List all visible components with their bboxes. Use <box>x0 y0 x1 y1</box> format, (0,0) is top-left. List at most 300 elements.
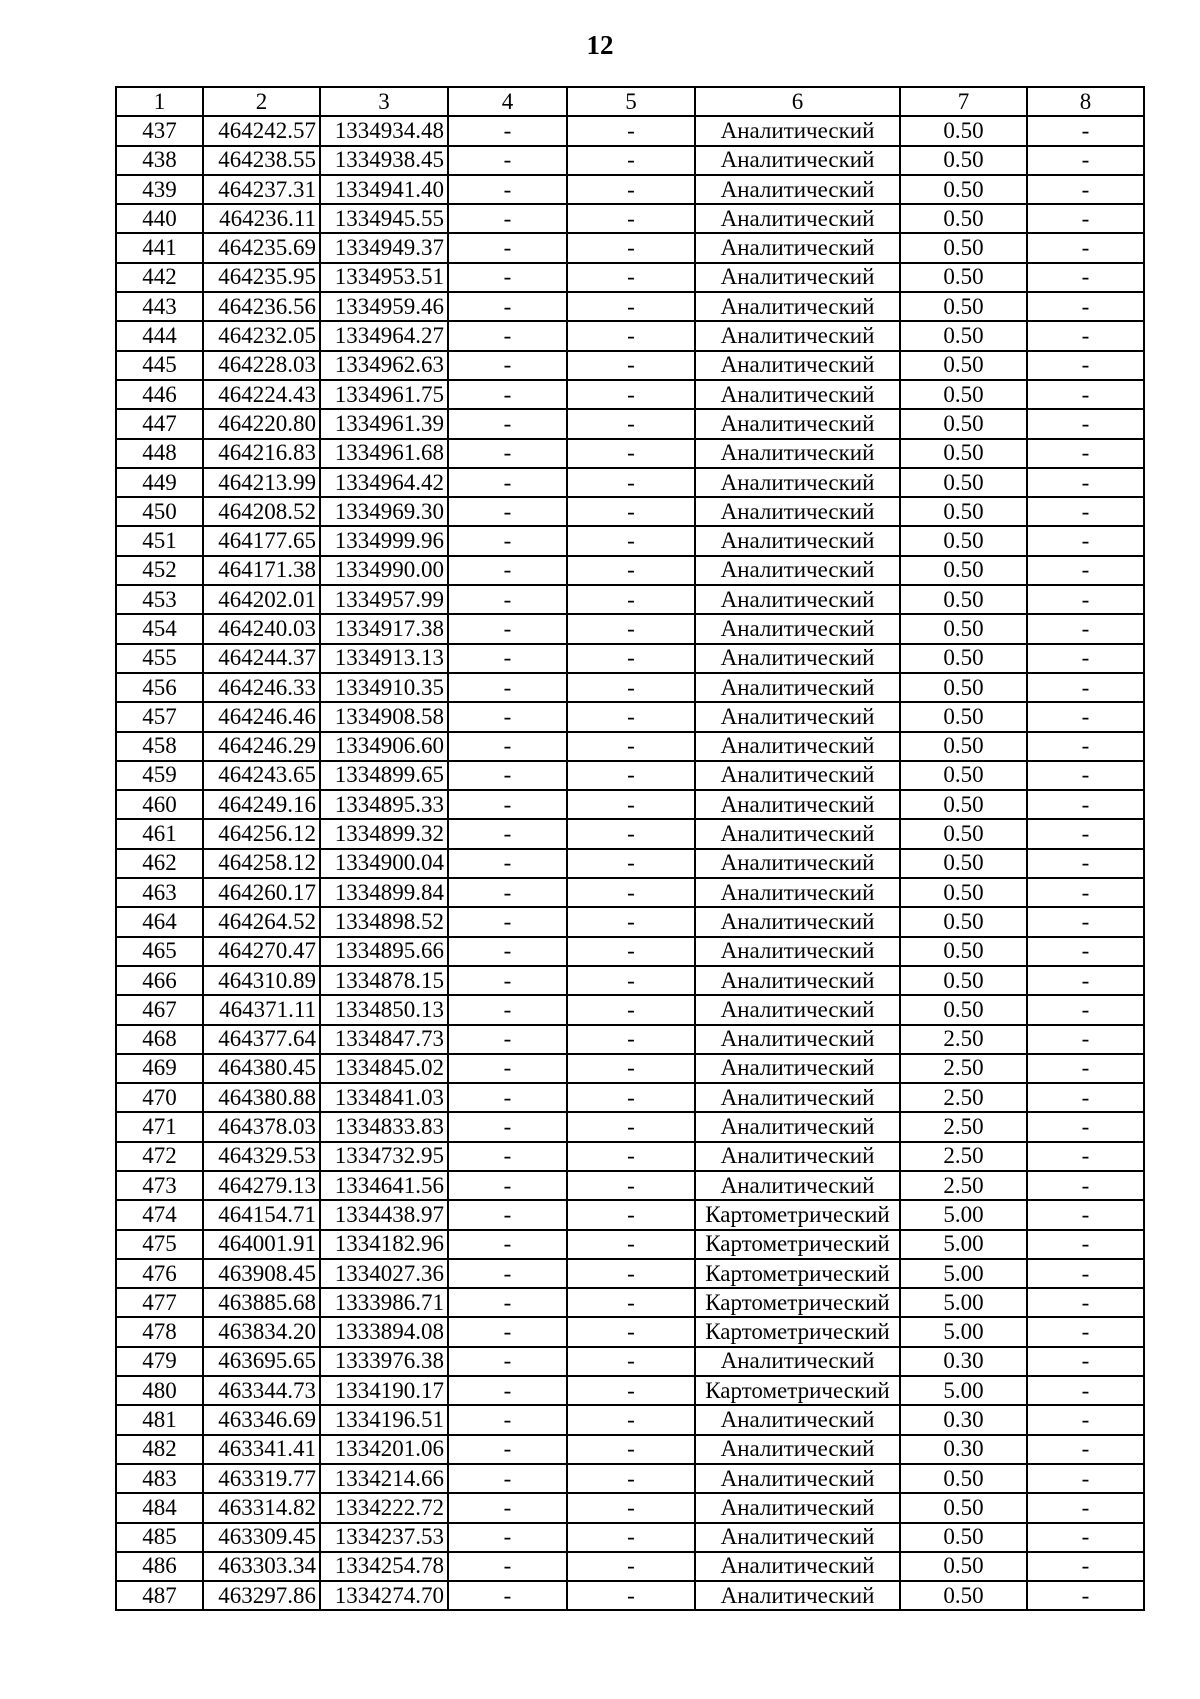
col-5-value-cell: - <box>567 1405 695 1434</box>
method-cell: Аналитический <box>695 644 900 673</box>
table-row <box>116 1464 1144 1493</box>
column-header: 4 <box>448 87 567 116</box>
accuracy-cell: 0.50 <box>900 761 1027 790</box>
method-cell: Аналитический <box>695 819 900 848</box>
col-4-value-cell: - <box>448 702 567 731</box>
y-coordinate-cell: 1334949.37 <box>320 233 448 262</box>
accuracy-cell: 0.30 <box>900 1405 1027 1434</box>
col-4-value-cell: - <box>448 1083 567 1112</box>
x-coordinate-cell: 464377.64 <box>203 1025 320 1054</box>
col-8-value-cell: - <box>1027 849 1144 878</box>
col-8-value-cell: - <box>1027 937 1144 966</box>
accuracy-cell: 0.50 <box>900 409 1027 438</box>
accuracy-cell: 0.50 <box>900 439 1027 468</box>
y-coordinate-cell: 1334899.84 <box>320 878 448 907</box>
col-4-value-cell: - <box>448 878 567 907</box>
col-5-value-cell: - <box>567 175 695 204</box>
y-coordinate-cell: 1334962.63 <box>320 351 448 380</box>
accuracy-cell: 2.50 <box>900 1171 1027 1200</box>
accuracy-cell: 0.50 <box>900 1552 1027 1581</box>
col-4-value-cell: - <box>448 1493 567 1522</box>
method-cell: Аналитический <box>695 380 900 409</box>
x-coordinate-cell: 463314.82 <box>203 1493 320 1522</box>
x-coordinate-cell: 464224.43 <box>203 380 320 409</box>
table-row <box>116 263 1144 292</box>
y-coordinate-cell: 1334969.30 <box>320 497 448 526</box>
y-coordinate-cell: 1334254.78 <box>320 1552 448 1581</box>
y-coordinate-cell: 1334908.58 <box>320 702 448 731</box>
accuracy-cell: 0.50 <box>900 849 1027 878</box>
accuracy-cell: 0.50 <box>900 1581 1027 1610</box>
method-cell: Аналитический <box>695 292 900 321</box>
method-cell: Аналитический <box>695 732 900 761</box>
col-4-value-cell: - <box>448 1171 567 1200</box>
y-coordinate-cell: 1334898.52 <box>320 907 448 936</box>
table-row <box>116 790 1144 819</box>
point-number-cell: 464 <box>116 907 203 936</box>
col-8-value-cell: - <box>1027 1317 1144 1346</box>
col-5-value-cell: - <box>567 1493 695 1522</box>
y-coordinate-cell: 1334934.48 <box>320 116 448 145</box>
table-row <box>116 1230 1144 1259</box>
accuracy-cell: 5.00 <box>900 1200 1027 1229</box>
point-number-cell: 486 <box>116 1552 203 1581</box>
point-number-cell: 476 <box>116 1259 203 1288</box>
accuracy-cell: 0.50 <box>900 526 1027 555</box>
point-number-cell: 465 <box>116 937 203 966</box>
col-8-value-cell: - <box>1027 1083 1144 1112</box>
table-row <box>116 1317 1144 1346</box>
table-row <box>116 1347 1144 1376</box>
table-row <box>116 585 1144 614</box>
accuracy-cell: 0.50 <box>900 937 1027 966</box>
accuracy-cell: 2.50 <box>900 1083 1027 1112</box>
table-row <box>116 702 1144 731</box>
point-number-cell: 441 <box>116 233 203 262</box>
col-4-value-cell: - <box>448 146 567 175</box>
y-coordinate-cell: 1334274.70 <box>320 1581 448 1610</box>
col-8-value-cell: - <box>1027 526 1144 555</box>
y-coordinate-cell: 1334182.96 <box>320 1230 448 1259</box>
method-cell: Аналитический <box>695 1347 900 1376</box>
col-8-value-cell: - <box>1027 1112 1144 1141</box>
col-4-value-cell: - <box>448 1054 567 1083</box>
x-coordinate-cell: 464242.57 <box>203 116 320 145</box>
accuracy-cell: 0.50 <box>900 204 1027 233</box>
table-row <box>116 1083 1144 1112</box>
x-coordinate-cell: 464249.16 <box>203 790 320 819</box>
method-cell: Аналитический <box>695 409 900 438</box>
col-8-value-cell: - <box>1027 1464 1144 1493</box>
accuracy-cell: 0.50 <box>900 732 1027 761</box>
col-8-value-cell: - <box>1027 233 1144 262</box>
col-4-value-cell: - <box>448 732 567 761</box>
method-cell: Аналитический <box>695 468 900 497</box>
y-coordinate-cell: 1334938.45 <box>320 146 448 175</box>
accuracy-cell: 0.50 <box>900 790 1027 819</box>
table-body <box>116 116 1144 1610</box>
col-5-value-cell: - <box>567 761 695 790</box>
table-row <box>116 468 1144 497</box>
method-cell: Аналитический <box>695 995 900 1024</box>
method-cell: Аналитический <box>695 966 900 995</box>
table-row <box>116 204 1144 233</box>
x-coordinate-cell: 464240.03 <box>203 614 320 643</box>
point-number-cell: 461 <box>116 819 203 848</box>
col-4-value-cell: - <box>448 263 567 292</box>
col-4-value-cell: - <box>448 468 567 497</box>
point-number-cell: 466 <box>116 966 203 995</box>
accuracy-cell: 5.00 <box>900 1259 1027 1288</box>
col-5-value-cell: - <box>567 673 695 702</box>
x-coordinate-cell: 463885.68 <box>203 1288 320 1317</box>
col-5-value-cell: - <box>567 146 695 175</box>
point-number-cell: 451 <box>116 526 203 555</box>
y-coordinate-cell: 1334964.27 <box>320 321 448 350</box>
y-coordinate-cell: 1334027.36 <box>320 1259 448 1288</box>
x-coordinate-cell: 464258.12 <box>203 849 320 878</box>
col-5-value-cell: - <box>567 585 695 614</box>
y-coordinate-cell: 1334913.13 <box>320 644 448 673</box>
col-4-value-cell: - <box>448 1200 567 1229</box>
col-8-value-cell: - <box>1027 1405 1144 1434</box>
y-coordinate-cell: 1333986.71 <box>320 1288 448 1317</box>
col-8-value-cell: - <box>1027 1230 1144 1259</box>
table-row <box>116 321 1144 350</box>
col-4-value-cell: - <box>448 321 567 350</box>
accuracy-cell: 0.50 <box>900 233 1027 262</box>
column-header: 8 <box>1027 87 1144 116</box>
x-coordinate-cell: 463309.45 <box>203 1523 320 1552</box>
y-coordinate-cell: 1333894.08 <box>320 1317 448 1346</box>
col-8-value-cell: - <box>1027 966 1144 995</box>
x-coordinate-cell: 463303.34 <box>203 1552 320 1581</box>
y-coordinate-cell: 1334961.39 <box>320 409 448 438</box>
method-cell: Аналитический <box>695 526 900 555</box>
table-row <box>116 175 1144 204</box>
column-header: 6 <box>695 87 900 116</box>
point-number-cell: 443 <box>116 292 203 321</box>
table-row <box>116 1259 1144 1288</box>
point-number-cell: 479 <box>116 1347 203 1376</box>
method-cell: Аналитический <box>695 1405 900 1434</box>
col-4-value-cell: - <box>448 1523 567 1552</box>
table-header-row <box>116 87 1144 116</box>
point-number-cell: 474 <box>116 1200 203 1229</box>
y-coordinate-cell: 1334961.75 <box>320 380 448 409</box>
table-row <box>116 1405 1144 1434</box>
y-coordinate-cell: 1334945.55 <box>320 204 448 233</box>
x-coordinate-cell: 464154.71 <box>203 1200 320 1229</box>
col-4-value-cell: - <box>448 966 567 995</box>
col-4-value-cell: - <box>448 233 567 262</box>
y-coordinate-cell: 1334190.17 <box>320 1376 448 1405</box>
accuracy-cell: 0.50 <box>900 878 1027 907</box>
x-coordinate-cell: 464378.03 <box>203 1112 320 1141</box>
method-cell: Аналитический <box>695 849 900 878</box>
accuracy-cell: 0.50 <box>900 497 1027 526</box>
col-5-value-cell: - <box>567 995 695 1024</box>
y-coordinate-cell: 1334732.95 <box>320 1142 448 1171</box>
method-cell: Аналитический <box>695 673 900 702</box>
method-cell: Аналитический <box>695 790 900 819</box>
table-row <box>116 878 1144 907</box>
col-8-value-cell: - <box>1027 1200 1144 1229</box>
x-coordinate-cell: 463341.41 <box>203 1435 320 1464</box>
col-5-value-cell: - <box>567 819 695 848</box>
point-number-cell: 442 <box>116 263 203 292</box>
point-number-cell: 470 <box>116 1083 203 1112</box>
point-number-cell: 446 <box>116 380 203 409</box>
col-5-value-cell: - <box>567 1230 695 1259</box>
col-8-value-cell: - <box>1027 673 1144 702</box>
method-cell: Аналитический <box>695 1142 900 1171</box>
col-5-value-cell: - <box>567 263 695 292</box>
x-coordinate-cell: 464371.11 <box>203 995 320 1024</box>
col-5-value-cell: - <box>567 1552 695 1581</box>
col-4-value-cell: - <box>448 1581 567 1610</box>
accuracy-cell: 0.50 <box>900 1523 1027 1552</box>
method-cell: Аналитический <box>695 1493 900 1522</box>
method-cell: Аналитический <box>695 761 900 790</box>
col-4-value-cell: - <box>448 761 567 790</box>
y-coordinate-cell: 1334953.51 <box>320 263 448 292</box>
y-coordinate-cell: 1334878.15 <box>320 966 448 995</box>
accuracy-cell: 5.00 <box>900 1230 1027 1259</box>
col-4-value-cell: - <box>448 292 567 321</box>
col-8-value-cell: - <box>1027 1376 1144 1405</box>
col-4-value-cell: - <box>448 1552 567 1581</box>
col-8-value-cell: - <box>1027 585 1144 614</box>
point-number-cell: 444 <box>116 321 203 350</box>
x-coordinate-cell: 463297.86 <box>203 1581 320 1610</box>
accuracy-cell: 0.50 <box>900 585 1027 614</box>
col-8-value-cell: - <box>1027 1493 1144 1522</box>
col-5-value-cell: - <box>567 1142 695 1171</box>
y-coordinate-cell: 1334438.97 <box>320 1200 448 1229</box>
column-header: 2 <box>203 87 320 116</box>
y-coordinate-cell: 1334906.60 <box>320 732 448 761</box>
col-5-value-cell: - <box>567 1054 695 1083</box>
table-row <box>116 233 1144 262</box>
method-cell: Аналитический <box>695 439 900 468</box>
accuracy-cell: 2.50 <box>900 1112 1027 1141</box>
accuracy-cell: 0.50 <box>900 116 1027 145</box>
col-5-value-cell: - <box>567 526 695 555</box>
table-row <box>116 937 1144 966</box>
col-4-value-cell: - <box>448 849 567 878</box>
col-4-value-cell: - <box>448 1142 567 1171</box>
column-header: 3 <box>320 87 448 116</box>
col-8-value-cell: - <box>1027 116 1144 145</box>
table-row <box>116 732 1144 761</box>
point-number-cell: 457 <box>116 702 203 731</box>
accuracy-cell: 0.50 <box>900 263 1027 292</box>
accuracy-cell: 0.50 <box>900 644 1027 673</box>
x-coordinate-cell: 464001.91 <box>203 1230 320 1259</box>
accuracy-cell: 0.50 <box>900 819 1027 848</box>
x-coordinate-cell: 463695.65 <box>203 1347 320 1376</box>
col-5-value-cell: - <box>567 702 695 731</box>
col-4-value-cell: - <box>448 556 567 585</box>
accuracy-cell: 0.50 <box>900 351 1027 380</box>
accuracy-cell: 0.50 <box>900 673 1027 702</box>
x-coordinate-cell: 464246.46 <box>203 702 320 731</box>
col-4-value-cell: - <box>448 1405 567 1434</box>
y-coordinate-cell: 1334957.99 <box>320 585 448 614</box>
x-coordinate-cell: 464236.56 <box>203 292 320 321</box>
accuracy-cell: 0.50 <box>900 702 1027 731</box>
method-cell: Аналитический <box>695 263 900 292</box>
col-5-value-cell: - <box>567 878 695 907</box>
col-8-value-cell: - <box>1027 614 1144 643</box>
point-number-cell: 468 <box>116 1025 203 1054</box>
col-5-value-cell: - <box>567 907 695 936</box>
method-cell: Картометрический <box>695 1259 900 1288</box>
table-row <box>116 116 1144 145</box>
point-number-cell: 452 <box>116 556 203 585</box>
accuracy-cell: 5.00 <box>900 1376 1027 1405</box>
point-number-cell: 456 <box>116 673 203 702</box>
col-4-value-cell: - <box>448 1317 567 1346</box>
y-coordinate-cell: 1334964.42 <box>320 468 448 497</box>
x-coordinate-cell: 464329.53 <box>203 1142 320 1171</box>
y-coordinate-cell: 1334961.68 <box>320 439 448 468</box>
method-cell: Аналитический <box>695 1581 900 1610</box>
col-5-value-cell: - <box>567 1083 695 1112</box>
x-coordinate-cell: 463346.69 <box>203 1405 320 1434</box>
col-4-value-cell: - <box>448 1025 567 1054</box>
col-5-value-cell: - <box>567 966 695 995</box>
table-row <box>116 556 1144 585</box>
col-4-value-cell: - <box>448 585 567 614</box>
col-8-value-cell: - <box>1027 1435 1144 1464</box>
col-5-value-cell: - <box>567 1200 695 1229</box>
table-row <box>116 907 1144 936</box>
y-coordinate-cell: 1334999.96 <box>320 526 448 555</box>
col-8-value-cell: - <box>1027 1259 1144 1288</box>
table-row <box>116 409 1144 438</box>
col-5-value-cell: - <box>567 233 695 262</box>
table-row <box>116 966 1144 995</box>
accuracy-cell: 0.50 <box>900 556 1027 585</box>
table-row <box>116 1435 1144 1464</box>
col-8-value-cell: - <box>1027 321 1144 350</box>
accuracy-cell: 0.50 <box>900 380 1027 409</box>
col-5-value-cell: - <box>567 351 695 380</box>
x-coordinate-cell: 464208.52 <box>203 497 320 526</box>
point-number-cell: 484 <box>116 1493 203 1522</box>
col-8-value-cell: - <box>1027 409 1144 438</box>
table-row <box>116 1200 1144 1229</box>
point-number-cell: 447 <box>116 409 203 438</box>
table-row <box>116 673 1144 702</box>
point-number-cell: 481 <box>116 1405 203 1434</box>
y-coordinate-cell: 1334917.38 <box>320 614 448 643</box>
accuracy-cell: 2.50 <box>900 1142 1027 1171</box>
col-4-value-cell: - <box>448 351 567 380</box>
x-coordinate-cell: 464270.47 <box>203 937 320 966</box>
col-8-value-cell: - <box>1027 761 1144 790</box>
col-8-value-cell: - <box>1027 644 1144 673</box>
accuracy-cell: 0.30 <box>900 1347 1027 1376</box>
accuracy-cell: 0.50 <box>900 614 1027 643</box>
table-row <box>116 1288 1144 1317</box>
x-coordinate-cell: 463908.45 <box>203 1259 320 1288</box>
col-8-value-cell: - <box>1027 907 1144 936</box>
y-coordinate-cell: 1334201.06 <box>320 1435 448 1464</box>
accuracy-cell: 0.50 <box>900 1464 1027 1493</box>
accuracy-cell: 5.00 <box>900 1288 1027 1317</box>
x-coordinate-cell: 464171.38 <box>203 556 320 585</box>
accuracy-cell: 0.50 <box>900 468 1027 497</box>
point-number-cell: 482 <box>116 1435 203 1464</box>
col-4-value-cell: - <box>448 907 567 936</box>
point-number-cell: 478 <box>116 1317 203 1346</box>
point-number-cell: 475 <box>116 1230 203 1259</box>
col-5-value-cell: - <box>567 1317 695 1346</box>
col-5-value-cell: - <box>567 1435 695 1464</box>
method-cell: Аналитический <box>695 1054 900 1083</box>
col-5-value-cell: - <box>567 1464 695 1493</box>
x-coordinate-cell: 464246.33 <box>203 673 320 702</box>
y-coordinate-cell: 1334847.73 <box>320 1025 448 1054</box>
y-coordinate-cell: 1334941.40 <box>320 175 448 204</box>
x-coordinate-cell: 464216.83 <box>203 439 320 468</box>
method-cell: Аналитический <box>695 1523 900 1552</box>
point-number-cell: 458 <box>116 732 203 761</box>
col-8-value-cell: - <box>1027 732 1144 761</box>
col-5-value-cell: - <box>567 292 695 321</box>
table-row <box>116 1025 1144 1054</box>
col-8-value-cell: - <box>1027 1142 1144 1171</box>
col-4-value-cell: - <box>448 175 567 204</box>
col-5-value-cell: - <box>567 468 695 497</box>
col-4-value-cell: - <box>448 439 567 468</box>
point-number-cell: 438 <box>116 146 203 175</box>
col-5-value-cell: - <box>567 556 695 585</box>
x-coordinate-cell: 464213.99 <box>203 468 320 497</box>
point-number-cell: 462 <box>116 849 203 878</box>
col-8-value-cell: - <box>1027 1581 1144 1610</box>
x-coordinate-cell: 464235.69 <box>203 233 320 262</box>
point-number-cell: 450 <box>116 497 203 526</box>
col-5-value-cell: - <box>567 1288 695 1317</box>
x-coordinate-cell: 464177.65 <box>203 526 320 555</box>
col-5-value-cell: - <box>567 1171 695 1200</box>
y-coordinate-cell: 1334196.51 <box>320 1405 448 1434</box>
method-cell: Аналитический <box>695 351 900 380</box>
col-8-value-cell: - <box>1027 1288 1144 1317</box>
col-8-value-cell: - <box>1027 497 1144 526</box>
col-5-value-cell: - <box>567 380 695 409</box>
accuracy-cell: 5.00 <box>900 1317 1027 1346</box>
col-4-value-cell: - <box>448 995 567 1024</box>
method-cell: Аналитический <box>695 204 900 233</box>
method-cell: Картометрический <box>695 1376 900 1405</box>
y-coordinate-cell: 1334910.35 <box>320 673 448 702</box>
table-row <box>116 497 1144 526</box>
col-8-value-cell: - <box>1027 468 1144 497</box>
y-coordinate-cell: 1334833.83 <box>320 1112 448 1141</box>
y-coordinate-cell: 1334895.66 <box>320 937 448 966</box>
y-coordinate-cell: 1334990.00 <box>320 556 448 585</box>
point-number-cell: 437 <box>116 116 203 145</box>
col-5-value-cell: - <box>567 409 695 438</box>
col-4-value-cell: - <box>448 1464 567 1493</box>
col-5-value-cell: - <box>567 1581 695 1610</box>
method-cell: Аналитический <box>695 1083 900 1112</box>
